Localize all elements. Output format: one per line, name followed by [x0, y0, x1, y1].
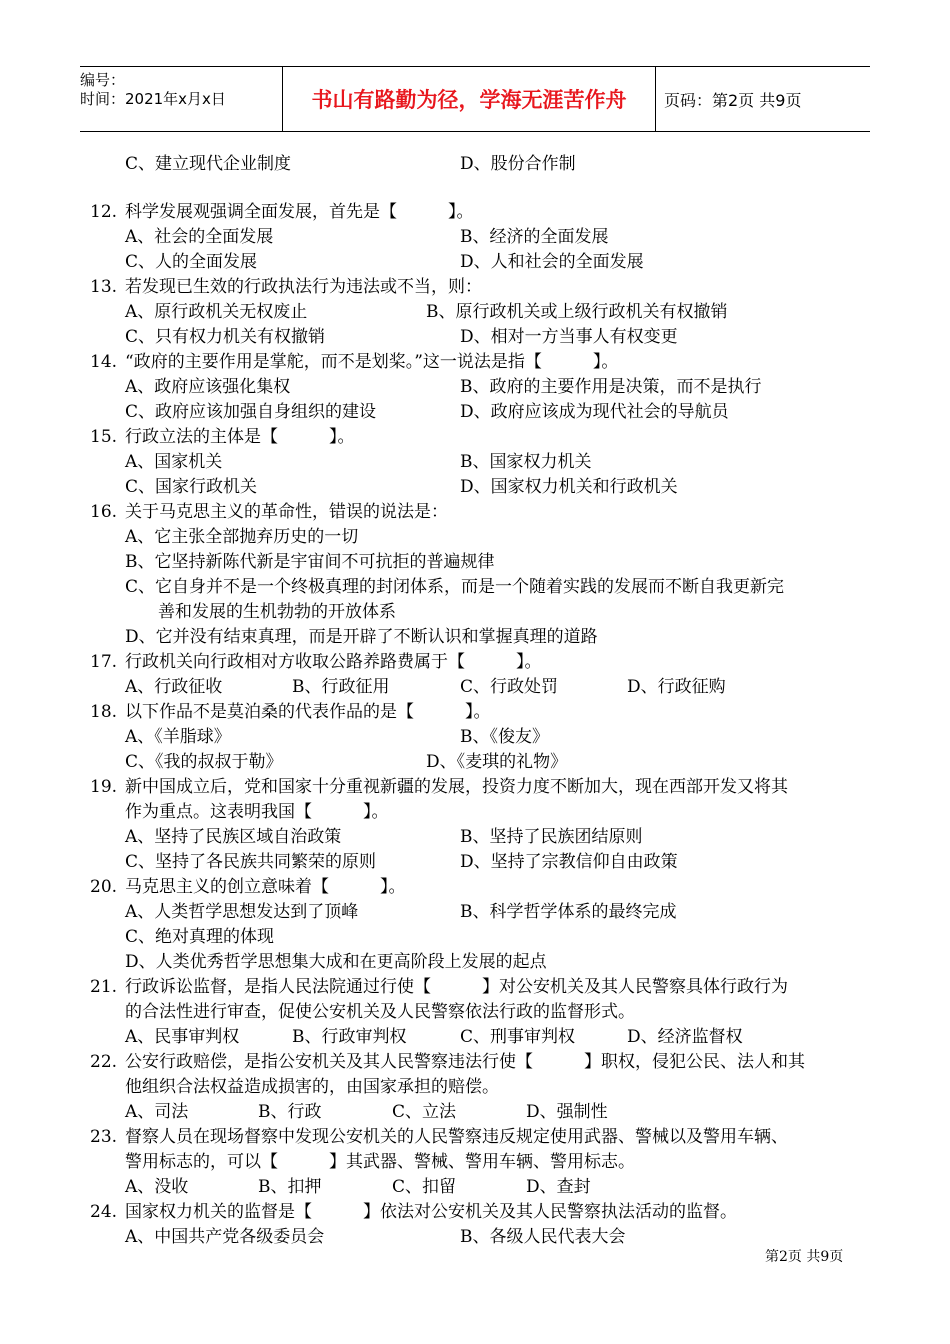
question-text-line2: 的合法性进行审查，促使公安机关及人民警察依法行政的监督形式。 [125, 1002, 635, 1022]
option-c: C、行政处罚 [460, 677, 559, 697]
question-text-line2: 警用标志的，可以【 】其武器、警械、警用车辆、警用标志。 [125, 1152, 635, 1172]
question-text: 马克思主义的创立意味着【 】。 [125, 877, 406, 897]
question-text: 关于马克思主义的革命性，错误的说法是： [125, 502, 448, 522]
option-c: C、立法 [392, 1102, 457, 1122]
option-a: A、它主张全部抛弃历史的一切 [125, 527, 359, 547]
question-text: 督察人员在现场督察中发现公安机关的人民警察违反规定使用武器、警械以及警用车辆、 [125, 1127, 788, 1147]
option-row [90, 750, 870, 775]
doc-number: 编号： [80, 71, 126, 89]
question-text: 公安行政赔偿，是指公安机关及其人民警察违法行使【 】职权，侵犯公民、法人和其 [125, 1052, 805, 1072]
option-b: B、原行政机关或上级行政机关有权撤销 [426, 302, 728, 322]
option-row [90, 950, 870, 975]
option-b: B、行政审判权 [292, 1027, 407, 1047]
question-text: 新中国成立后，党和国家十分重视新疆的发展，投资力度不断加大，现在西部开发又将其 [125, 777, 788, 797]
option-row [90, 825, 870, 850]
option-d: D、相对一方当事人有权变更 [460, 327, 678, 347]
question-text: 以下作品不是莫泊桑的代表作品的是【 】。 [125, 702, 491, 722]
option-row [90, 850, 870, 875]
question-17 [90, 650, 870, 675]
option-c: C、国家行政机关 [125, 477, 258, 497]
option-a: A、人类哲学思想发达到了顶峰 [125, 902, 359, 922]
question-24 [90, 1200, 870, 1225]
option-b: B、《俊友》 [460, 727, 549, 747]
option-row [90, 1225, 870, 1250]
option-a: A、民事审判权 [125, 1027, 240, 1047]
question-number: 22. [90, 1052, 118, 1072]
question-number: 19. [90, 777, 118, 797]
question-15 [90, 425, 870, 450]
option-a: A、司法 [125, 1102, 189, 1122]
option-d: D、经济监督权 [627, 1027, 743, 1047]
question-number: 17. [90, 652, 118, 672]
question-number: 15. [90, 427, 118, 447]
option-b: B、行政征用 [292, 677, 390, 697]
option-d: D、政府应该成为现代社会的导航员 [460, 402, 729, 422]
question-text: “政府的主要作用是掌舵，而不是划桨。”这一说法是指【 】。 [125, 352, 619, 372]
option-c: C、绝对真理的体现 [125, 927, 275, 947]
question-number: 16. [90, 502, 118, 522]
option-row [90, 1175, 870, 1200]
question-text-continued [90, 1150, 870, 1175]
question-text: 科学发展观强调全面发展，首先是【 】。 [125, 202, 474, 222]
option-c-continued: 善和发展的生机勃勃的开放体系 [158, 602, 396, 622]
question-text: 行政立法的主体是【 】。 [125, 427, 355, 447]
option-row [90, 152, 870, 177]
question-number: 18. [90, 702, 118, 722]
option-a: A、政府应该强化集权 [125, 377, 291, 397]
question-text: 若发现已生效的行政执法行为违法或不当，则： [125, 277, 482, 297]
option-c: C、《我的叔叔于勒》 [125, 752, 283, 772]
option-row [90, 525, 870, 550]
question-text-continued [90, 1075, 870, 1100]
option-a: A、中国共产党各级委员会 [125, 1227, 325, 1247]
question-number: 20. [90, 877, 118, 897]
option-d: D、股份合作制 [460, 154, 576, 174]
question-18 [90, 700, 870, 725]
option-c: C、扣留 [392, 1177, 457, 1197]
option-row [90, 475, 870, 500]
option-d: D、行政征购 [627, 677, 726, 697]
header-motto: 书山有路勤为径，学海无涯苦作舟 [282, 67, 656, 131]
option-b: B、行政 [258, 1102, 322, 1122]
option-row [90, 925, 870, 950]
option-d: D、《麦琪的礼物》 [426, 752, 568, 772]
option-row [90, 325, 870, 350]
option-c: C、坚持了各民族共同繁荣的原则 [125, 852, 377, 872]
question-21 [90, 975, 870, 1000]
option-row [90, 600, 870, 625]
option-d: D、它并没有结束真理，而是开辟了不断认识和掌握真理的道路 [125, 627, 598, 647]
question-13 [90, 275, 870, 300]
option-b: B、各级人民代表大会 [460, 1227, 626, 1247]
option-row [90, 400, 870, 425]
option-row [90, 450, 870, 475]
option-c: C、政府应该加强自身组织的建设 [125, 402, 377, 422]
option-a: A、没收 [125, 1177, 189, 1197]
header-meta [80, 67, 280, 131]
doc-date: 时间：2021年x月x日 [80, 90, 226, 108]
option-a: A、《羊脂球》 [125, 727, 231, 747]
question-12 [90, 200, 870, 225]
question-22 [90, 1050, 870, 1075]
option-row [90, 550, 870, 575]
header-page-label: 页码：第2页 共9页 [664, 90, 802, 110]
option-b: B、经济的全面发展 [460, 227, 609, 247]
option-c: C、人的全面发展 [125, 252, 258, 272]
option-b: B、它坚持新陈代新是宇宙间不可抗拒的普遍规律 [125, 552, 495, 572]
option-b: B、扣押 [258, 1177, 322, 1197]
option-row [90, 225, 870, 250]
question-text-continued [90, 1000, 870, 1025]
option-row [90, 250, 870, 275]
option-d: D、国家权力机关和行政机关 [460, 477, 678, 497]
question-number: 14. [90, 352, 118, 372]
option-c: C、它自身并不是一个终极真理的封闭体系，而是一个随着实践的发展而不断自我更新完 [125, 577, 785, 597]
option-row [90, 725, 870, 750]
option-d: D、人类优秀哲学思想集大成和在更高阶段上发展的起点 [125, 952, 547, 972]
option-row [90, 300, 870, 325]
option-d: D、人和社会的全面发展 [460, 252, 644, 272]
page-header [80, 66, 870, 132]
option-a: A、行政征收 [125, 677, 223, 697]
option-b: B、国家权力机关 [460, 452, 592, 472]
option-b: B、科学哲学体系的最终完成 [460, 902, 677, 922]
question-19 [90, 775, 870, 800]
option-c: C、刑事审判权 [460, 1027, 576, 1047]
option-row [90, 375, 870, 400]
option-row [90, 1100, 870, 1125]
option-a: A、坚持了民族区域自治政策 [125, 827, 342, 847]
question-text: 国家权力机关的监督是【 】依法对公安机关及其人民警察执法活动的监督。 [125, 1202, 737, 1222]
question-text: 行政诉讼监督，是指人民法院通过行使【 】对公安机关及其人民警察具体行政行为 [125, 977, 788, 997]
page-footer: 第2页 共9页 [765, 1249, 844, 1265]
question-list [90, 152, 870, 1250]
option-row [90, 625, 870, 650]
question-number: 13. [90, 277, 118, 297]
option-d: D、查封 [526, 1177, 591, 1197]
question-number: 12. [90, 202, 118, 222]
option-c: C、只有权力机关有权撤销 [125, 327, 326, 347]
option-a: A、国家机关 [125, 452, 223, 472]
option-row [90, 575, 870, 600]
option-row [90, 900, 870, 925]
question-text: 行政机关向行政相对方收取公路养路费属于【 】。 [125, 652, 542, 672]
question-text-continued [90, 800, 870, 825]
option-a: A、原行政机关无权废止 [125, 302, 308, 322]
question-14 [90, 350, 870, 375]
option-d: D、强制性 [526, 1102, 608, 1122]
option-c: C、建立现代企业制度 [125, 154, 292, 174]
question-16 [90, 500, 870, 525]
option-b: B、政府的主要作用是决策，而不是执行 [460, 377, 762, 397]
option-a: A、社会的全面发展 [125, 227, 274, 247]
question-20 [90, 875, 870, 900]
question-number: 24. [90, 1202, 118, 1222]
option-row [90, 675, 870, 700]
question-number: 23. [90, 1127, 118, 1147]
question-23 [90, 1125, 870, 1150]
option-d: D、坚持了宗教信仰自由政策 [460, 852, 678, 872]
question-number: 21. [90, 977, 118, 997]
option-row [90, 1025, 870, 1050]
option-b: B、坚持了民族团结原则 [460, 827, 643, 847]
question-text-line2: 作为重点。这表明我国【 】。 [125, 802, 389, 822]
question-text-line2: 他组织合法权益造成损害的，由国家承担的赔偿。 [125, 1077, 499, 1097]
